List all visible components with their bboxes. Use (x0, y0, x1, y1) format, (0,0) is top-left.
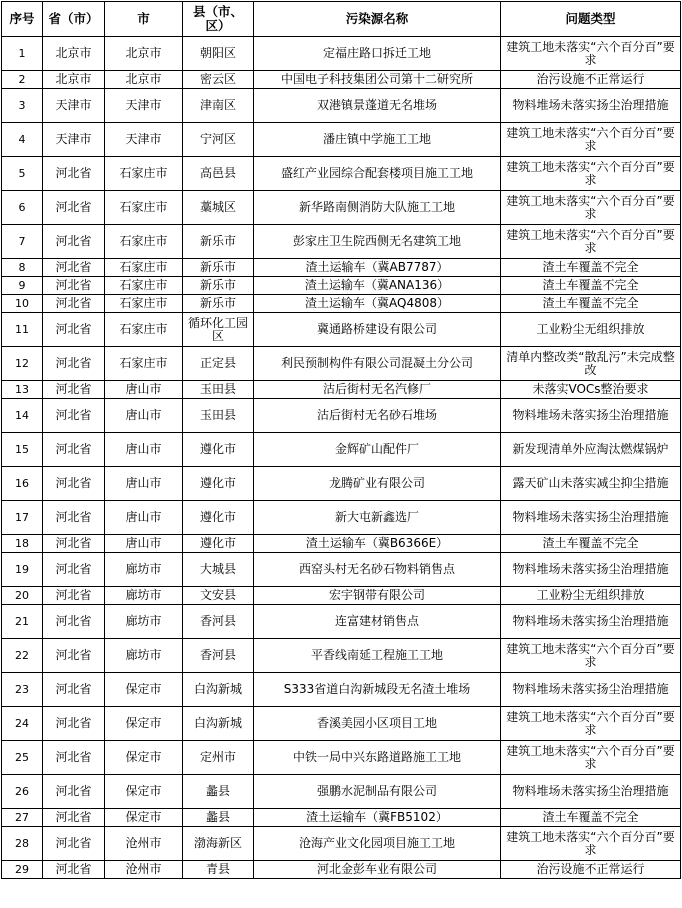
cell-index: 5 (2, 157, 43, 191)
cell-city: 保定市 (105, 707, 183, 741)
cell-index: 16 (2, 467, 43, 501)
cell-index: 1 (2, 37, 43, 71)
table-row (2, 433, 681, 467)
cell-county: 藁城区 (183, 191, 254, 225)
cell-province: 北京市 (43, 71, 105, 89)
cell-city: 保定市 (105, 673, 183, 707)
cell-issue-type: 治污设施不正常运行 (501, 71, 681, 89)
table-row (2, 587, 681, 605)
cell-index: 19 (2, 553, 43, 587)
cell-index: 8 (2, 259, 43, 277)
cell-city: 北京市 (105, 71, 183, 89)
cell-province: 河北省 (43, 639, 105, 673)
table-row (2, 259, 681, 277)
cell-index: 22 (2, 639, 43, 673)
table-row (2, 639, 681, 673)
cell-county: 遵化市 (183, 501, 254, 535)
cell-county: 循环化工园区 (183, 313, 254, 347)
cell-index: 20 (2, 587, 43, 605)
cell-province: 河北省 (43, 673, 105, 707)
cell-source-name: 双港镇景蓬道无名堆场 (254, 89, 501, 123)
table-row (2, 673, 681, 707)
cell-county: 白沟新城 (183, 707, 254, 741)
cell-province: 河北省 (43, 347, 105, 381)
table-row (2, 277, 681, 295)
table-row (2, 501, 681, 535)
cell-province: 河北省 (43, 295, 105, 313)
cell-county: 定州市 (183, 741, 254, 775)
cell-city: 唐山市 (105, 433, 183, 467)
cell-issue-type: 物料堆场未落实扬尘治理措施 (501, 501, 681, 535)
cell-county: 玉田县 (183, 399, 254, 433)
cell-index: 28 (2, 827, 43, 861)
cell-county: 蠡县 (183, 775, 254, 809)
cell-source-name: 香溪美园小区项目工地 (254, 707, 501, 741)
cell-source-name: 定福庄路口拆迁工地 (254, 37, 501, 71)
table-row (2, 827, 681, 861)
cell-source-name: 渣土运输车（冀B6366E） (254, 535, 501, 553)
cell-source-name: 渣土运输车（冀AB7787） (254, 259, 501, 277)
table-row (2, 861, 681, 879)
cell-issue-type: 渣土车覆盖不完全 (501, 277, 681, 295)
cell-issue-type: 渣土车覆盖不完全 (501, 295, 681, 313)
header-province: 省（市） (43, 2, 105, 37)
cell-issue-type: 建筑工地未落实“六个百分百”要求 (501, 827, 681, 861)
cell-index: 14 (2, 399, 43, 433)
cell-source-name: 新大屯新鑫选厂 (254, 501, 501, 535)
table-row (2, 467, 681, 501)
cell-issue-type: 未落实VOCs整治要求 (501, 381, 681, 399)
cell-source-name: 龙腾矿业有限公司 (254, 467, 501, 501)
cell-issue-type: 清单内整改类“散乱污”未完成整改 (501, 347, 681, 381)
cell-source-name: 新华路南侧消防大队施工工地 (254, 191, 501, 225)
cell-issue-type: 物料堆场未落实扬尘治理措施 (501, 89, 681, 123)
cell-source-name: 盛红产业园综合配套楼项目施工工地 (254, 157, 501, 191)
cell-county: 青县 (183, 861, 254, 879)
pollution-source-table (1, 1, 681, 879)
cell-source-name: 平香线南延工程施工工地 (254, 639, 501, 673)
cell-issue-type: 工业粉尘无组织排放 (501, 313, 681, 347)
table-row (2, 37, 681, 71)
cell-province: 河北省 (43, 313, 105, 347)
cell-issue-type: 建筑工地未落实“六个百分百”要求 (501, 639, 681, 673)
cell-issue-type: 建筑工地未落实“六个百分百”要求 (501, 225, 681, 259)
cell-source-name: 西窑头村无名砂石物料销售点 (254, 553, 501, 587)
cell-source-name: 沽后街村无名汽修厂 (254, 381, 501, 399)
cell-index: 26 (2, 775, 43, 809)
cell-issue-type: 建筑工地未落实“六个百分百”要求 (501, 157, 681, 191)
cell-province: 河北省 (43, 501, 105, 535)
cell-province: 北京市 (43, 37, 105, 71)
table-row (2, 741, 681, 775)
cell-index: 25 (2, 741, 43, 775)
cell-source-name: 渣土运输车（冀ANA136） (254, 277, 501, 295)
cell-index: 7 (2, 225, 43, 259)
cell-index: 27 (2, 809, 43, 827)
cell-issue-type: 物料堆场未落实扬尘治理措施 (501, 605, 681, 639)
table-row (2, 553, 681, 587)
cell-index: 3 (2, 89, 43, 123)
cell-source-name: 沧海产业文化园项目施工工地 (254, 827, 501, 861)
cell-city: 保定市 (105, 775, 183, 809)
table-row (2, 775, 681, 809)
cell-county: 渤海新区 (183, 827, 254, 861)
cell-index: 4 (2, 123, 43, 157)
cell-source-name: 中国电子科技集团公司第十二研究所 (254, 71, 501, 89)
cell-county: 遵化市 (183, 535, 254, 553)
cell-city: 石家庄市 (105, 295, 183, 313)
cell-index: 15 (2, 433, 43, 467)
pollution-source-table-container (1, 1, 681, 879)
cell-issue-type: 物料堆场未落实扬尘治理措施 (501, 553, 681, 587)
table-row (2, 157, 681, 191)
cell-city: 石家庄市 (105, 347, 183, 381)
cell-issue-type: 物料堆场未落实扬尘治理措施 (501, 775, 681, 809)
cell-county: 白沟新城 (183, 673, 254, 707)
cell-county: 香河县 (183, 639, 254, 673)
cell-county: 文安县 (183, 587, 254, 605)
table-row (2, 809, 681, 827)
cell-county: 高邑县 (183, 157, 254, 191)
table-row (2, 295, 681, 313)
cell-issue-type: 建筑工地未落实“六个百分百”要求 (501, 191, 681, 225)
cell-issue-type: 建筑工地未落实“六个百分百”要求 (501, 741, 681, 775)
cell-county: 朝阳区 (183, 37, 254, 71)
cell-province: 河北省 (43, 809, 105, 827)
table-header-row (2, 2, 681, 37)
cell-city: 保定市 (105, 741, 183, 775)
cell-county: 大城县 (183, 553, 254, 587)
cell-index: 2 (2, 71, 43, 89)
cell-source-name: 彭家庄卫生院西侧无名建筑工地 (254, 225, 501, 259)
table-row (2, 225, 681, 259)
header-issue-type: 问题类型 (501, 2, 681, 37)
table-row (2, 191, 681, 225)
cell-province: 河北省 (43, 535, 105, 553)
cell-city: 廊坊市 (105, 587, 183, 605)
table-body (2, 37, 681, 879)
cell-province: 河北省 (43, 707, 105, 741)
cell-province: 河北省 (43, 775, 105, 809)
cell-issue-type: 露天矿山未落实减尘抑尘措施 (501, 467, 681, 501)
header-county: 县（市、区） (183, 2, 254, 37)
cell-province: 河北省 (43, 399, 105, 433)
cell-issue-type: 物料堆场未落实扬尘治理措施 (501, 399, 681, 433)
cell-county: 新乐市 (183, 277, 254, 295)
cell-county: 香河县 (183, 605, 254, 639)
cell-city: 北京市 (105, 37, 183, 71)
cell-issue-type: 治污设施不正常运行 (501, 861, 681, 879)
cell-issue-type: 渣土车覆盖不完全 (501, 809, 681, 827)
cell-source-name: 渣土运输车（冀FB5102） (254, 809, 501, 827)
cell-county: 遵化市 (183, 467, 254, 501)
cell-index: 18 (2, 535, 43, 553)
cell-index: 11 (2, 313, 43, 347)
header-index: 序号 (2, 2, 43, 37)
cell-city: 沧州市 (105, 861, 183, 879)
cell-source-name: 连富建材销售点 (254, 605, 501, 639)
cell-city: 石家庄市 (105, 157, 183, 191)
cell-index: 24 (2, 707, 43, 741)
cell-city: 天津市 (105, 89, 183, 123)
cell-issue-type: 渣土车覆盖不完全 (501, 535, 681, 553)
cell-province: 河北省 (43, 225, 105, 259)
cell-county: 新乐市 (183, 295, 254, 313)
cell-city: 廊坊市 (105, 639, 183, 673)
cell-issue-type: 建筑工地未落实“六个百分百”要求 (501, 37, 681, 71)
cell-source-name: 利民预制构件有限公司混凝土分公司 (254, 347, 501, 381)
cell-source-name: 潘庄镇中学施工工地 (254, 123, 501, 157)
cell-province: 河北省 (43, 157, 105, 191)
cell-province: 河北省 (43, 827, 105, 861)
cell-source-name: 河北金彭车业有限公司 (254, 861, 501, 879)
cell-province: 河北省 (43, 553, 105, 587)
cell-city: 唐山市 (105, 535, 183, 553)
table-row (2, 347, 681, 381)
cell-county: 新乐市 (183, 225, 254, 259)
cell-index: 9 (2, 277, 43, 295)
table-row (2, 605, 681, 639)
cell-province: 河北省 (43, 381, 105, 399)
cell-city: 沧州市 (105, 827, 183, 861)
cell-province: 河北省 (43, 259, 105, 277)
table-row (2, 89, 681, 123)
table-row (2, 123, 681, 157)
header-city: 市 (105, 2, 183, 37)
table-row (2, 71, 681, 89)
header-source-name: 污染源名称 (254, 2, 501, 37)
cell-city: 石家庄市 (105, 259, 183, 277)
cell-source-name: 沽后街村无名砂石堆场 (254, 399, 501, 433)
table-row (2, 381, 681, 399)
table-row (2, 399, 681, 433)
cell-city: 廊坊市 (105, 553, 183, 587)
cell-county: 密云区 (183, 71, 254, 89)
cell-county: 新乐市 (183, 259, 254, 277)
cell-county: 玉田县 (183, 381, 254, 399)
cell-province: 河北省 (43, 587, 105, 605)
cell-issue-type: 工业粉尘无组织排放 (501, 587, 681, 605)
cell-source-name: 渣土运输车（冀AQ4808） (254, 295, 501, 313)
cell-city: 唐山市 (105, 501, 183, 535)
cell-index: 21 (2, 605, 43, 639)
cell-index: 10 (2, 295, 43, 313)
cell-province: 河北省 (43, 277, 105, 295)
table-row (2, 313, 681, 347)
cell-index: 23 (2, 673, 43, 707)
cell-city: 石家庄市 (105, 225, 183, 259)
cell-source-name: 冀通路桥建设有限公司 (254, 313, 501, 347)
cell-city: 廊坊市 (105, 605, 183, 639)
cell-province: 河北省 (43, 741, 105, 775)
cell-issue-type: 建筑工地未落实“六个百分百”要求 (501, 707, 681, 741)
cell-province: 河北省 (43, 467, 105, 501)
cell-county: 宁河区 (183, 123, 254, 157)
cell-county: 正定县 (183, 347, 254, 381)
cell-source-name: 中铁一局中兴东路道路施工工地 (254, 741, 501, 775)
cell-source-name: 宏宇钢带有限公司 (254, 587, 501, 605)
cell-city: 唐山市 (105, 399, 183, 433)
cell-issue-type: 物料堆场未落实扬尘治理措施 (501, 673, 681, 707)
cell-province: 河北省 (43, 191, 105, 225)
cell-index: 29 (2, 861, 43, 879)
table-row (2, 707, 681, 741)
cell-city: 石家庄市 (105, 313, 183, 347)
cell-city: 石家庄市 (105, 191, 183, 225)
cell-source-name: 强鹏水泥制品有限公司 (254, 775, 501, 809)
cell-city: 保定市 (105, 809, 183, 827)
cell-source-name: S333省道白沟新城段无名渣土堆场 (254, 673, 501, 707)
cell-province: 天津市 (43, 89, 105, 123)
cell-index: 12 (2, 347, 43, 381)
cell-province: 河北省 (43, 861, 105, 879)
cell-issue-type: 新发现清单外应淘汰燃煤锅炉 (501, 433, 681, 467)
table-row (2, 535, 681, 553)
cell-city: 石家庄市 (105, 277, 183, 295)
cell-province: 河北省 (43, 605, 105, 639)
cell-province: 天津市 (43, 123, 105, 157)
cell-county: 遵化市 (183, 433, 254, 467)
cell-city: 天津市 (105, 123, 183, 157)
cell-index: 6 (2, 191, 43, 225)
cell-index: 17 (2, 501, 43, 535)
cell-issue-type: 建筑工地未落实“六个百分百”要求 (501, 123, 681, 157)
cell-index: 13 (2, 381, 43, 399)
cell-city: 唐山市 (105, 381, 183, 399)
cell-issue-type: 渣土车覆盖不完全 (501, 259, 681, 277)
cell-city: 唐山市 (105, 467, 183, 501)
cell-province: 河北省 (43, 433, 105, 467)
cell-county: 蠡县 (183, 809, 254, 827)
cell-source-name: 金辉矿山配件厂 (254, 433, 501, 467)
cell-county: 津南区 (183, 89, 254, 123)
